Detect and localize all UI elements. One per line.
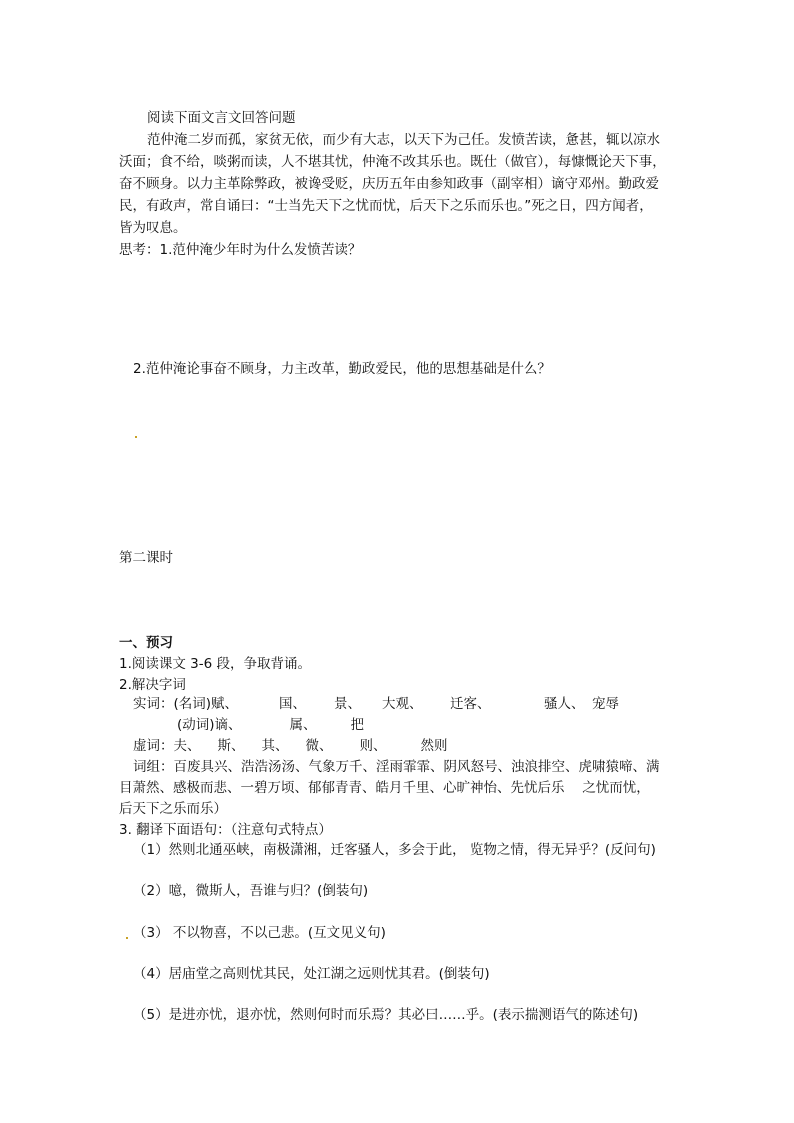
sentence-5: （5）是进亦忧，退亦忧，然则何时而乐焉？其必曰……乎。(表示揣测语气的陈述句) — [133, 1007, 639, 1023]
preview-heading: 一、预习 — [119, 635, 173, 651]
sentence-3: （3） 不以物喜，不以己悲。(互文见义句) — [133, 925, 386, 941]
cizu-line-3: 后天下之乐而乐） — [119, 801, 227, 817]
noun-qianke: 迁客、 — [450, 696, 491, 712]
passage-line-4: 民，有政声，常自诵曰：“士当先天下之忧而忧，后天下之乐而乐也。”死之日，四方闻者， — [119, 198, 653, 214]
xuci-fu: 夫、 — [173, 738, 201, 754]
passage-line-3: 奋不顾身。以力主革除弊政，被谗受贬，庆历五年由参知政事（副宰相）谪守邓州。勤政爱 — [119, 176, 659, 192]
verb-zhu: 属、 — [289, 717, 317, 733]
preview-item-1: 1.阅读课文 3-6 段，争取背诵。 — [119, 656, 312, 672]
shici-verbs-row — [177, 715, 364, 735]
shici-label: 实词：(名词) — [133, 696, 212, 712]
dongci-label: (动词) — [177, 717, 215, 733]
lesson-2-heading: 第二课时 — [119, 550, 173, 566]
xuci-ranze: 然则 — [420, 738, 448, 754]
noun-saoren: 骚人、 — [544, 696, 585, 712]
noun-jing: 景、 — [334, 696, 362, 712]
cizu-line-2: 目萧然、感极而悲、一碧万顷、郁郁青青、皓月千里、心旷神怡、先忧后乐 之忧而忧， — [119, 780, 650, 796]
preview-item-2: 2.解决字词 — [119, 677, 186, 693]
sentence-2: （2）噫，微斯人，吾谁与归？(倒装句) — [133, 883, 369, 899]
verb-zhe: 谪、 — [214, 717, 242, 733]
question-1: 思考：1.范仲淹少年时为什么发愤苦读？ — [119, 242, 362, 258]
passage-line-5: 皆为叹息。 — [119, 220, 187, 236]
cizu-line-1: 词组：百废具兴、浩浩汤汤、气象万千、淫雨霏霏、阴风怒号、浊浪排空、虎啸猿啼、满 — [133, 759, 660, 775]
xuci-ze: 则、 — [359, 738, 387, 754]
xuci-qi: 其、 — [261, 738, 289, 754]
stray-dot-mark — [135, 436, 137, 438]
passage-title: 阅读下面文言文回答问题 — [147, 110, 296, 126]
preview-item-3: 3. 翻译下面语句：（注意句式特点） — [119, 822, 332, 838]
question-2: 2.范仲淹论事奋不顾身，力主改革，勤政爱民，他的思想基础是什么？ — [133, 361, 551, 377]
shici-nouns-row — [133, 694, 619, 714]
noun-chongru: 宠辱 — [592, 696, 620, 712]
xuci-row — [133, 736, 448, 756]
sentence-4: （4）居庙堂之高则忧其民，处江湖之远则忧其君。(倒装句) — [133, 966, 490, 982]
noun-guo: 国、 — [279, 696, 307, 712]
xuci-wei: 微、 — [305, 738, 333, 754]
xuci-label: 虚词： — [133, 738, 174, 754]
stray-dot-mark-2 — [126, 937, 128, 939]
verb-ba: 把 — [350, 717, 365, 733]
xuci-si: 斯、 — [217, 738, 245, 754]
passage-line-2: 沃面；食不给，啖粥而读，人不堪其忧，仲淹不改其乐也。既仕（做官），每慷慨论天下事， — [119, 154, 666, 170]
noun-fu: 赋、 — [211, 696, 239, 712]
passage-line-1: 范仲淹二岁而孤，家贫无依，而少有大志，以天下为己任。发愤苦读，惫甚，辄以凉水 — [147, 132, 660, 148]
noun-daguan: 大观、 — [382, 696, 423, 712]
sentence-1: （1）然则北通巫峡，南极潇湘，迁客骚人，多会于此， 览物之情，得无异乎？(反问句) — [133, 842, 656, 858]
